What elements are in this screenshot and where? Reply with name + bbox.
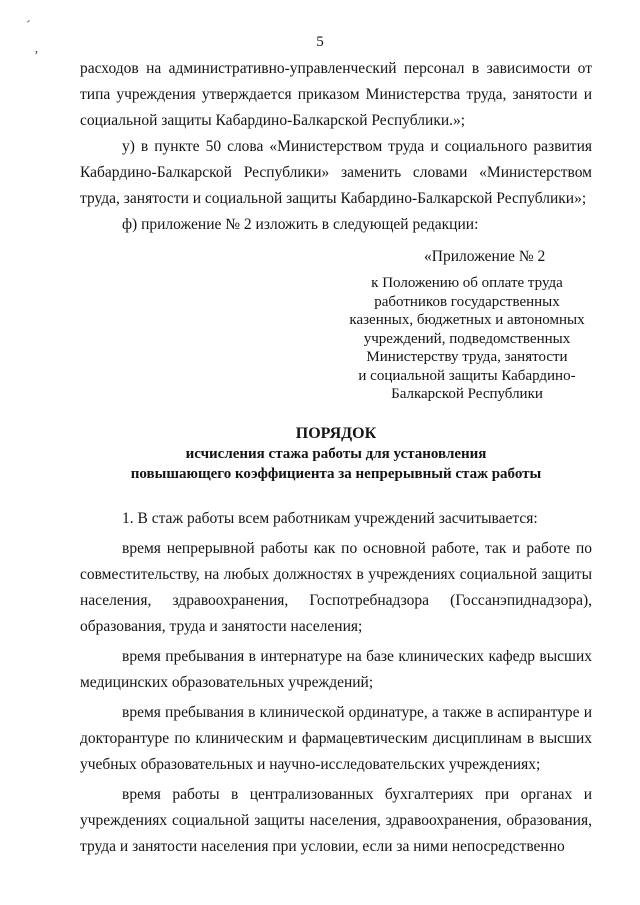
document-title — [80, 424, 592, 484]
document-body — [80, 56, 592, 864]
rule-paragraph: время работы в централизованных бухгалтериях при органах и учреждениях социальной защиты населения, здравоохранения, образования, труда и занятости населения при условии, если за ними непосредственно — [80, 785, 592, 855]
appendix-reference — [80, 274, 592, 404]
rule-paragraph: время пребывания в клинической ординатуре, а также в аспирантуре и докторантуре по клиническим и фармацевтическим дисциплинам в высших учебных образовательных и научно-исследовательских учреждениях; — [80, 703, 592, 773]
rules-section — [80, 506, 592, 860]
title-main: ПОРЯДОК — [295, 424, 377, 442]
appendix-line: и социальной защиты Кабардино- — [358, 367, 576, 384]
rule-paragraph: время непрерывной работы как по основной работе, так и работе по совместительству, на любых должностях в учреждениях социальной защиты населения, здравоохранения, Госпотребнадзора (Госсанэпиднадзора), образования, труда и занятости населения; — [80, 539, 592, 635]
title-line: исчисления стажа работы для установления — [185, 445, 487, 462]
appendix-line: к Положению об оплате труда — [371, 275, 563, 291]
rule-paragraph: время пребывания в интернатуре на базе клинических кафедр высших медицинских образовательных учреждений; — [80, 647, 592, 691]
appendix-line: работников государственных — [374, 293, 560, 310]
appendix-line: казенных, бюджетных и автономных — [349, 312, 585, 328]
appendix-line: учреждений, подведомственных — [363, 330, 571, 347]
margin-mark: ´ — [26, 19, 31, 34]
intro-paragraph: у) в пункте 50 слова «Министерством труда и социального развития Кабардино-Балкарской Республики» заменить словами «Министерством труда, занятости и социальной защиты Кабардино-Балкарской Республики»; — [80, 138, 592, 207]
intro-paragraph: ф) приложение № 2 изложить в следующей редакции: — [122, 216, 479, 233]
intro-paragraph: расходов на административно-управленческий персонал в зависимости от типа учреждения утверждается приказом Министерства труда, занятости и социальной защиты Кабардино-Балкарской Республики.»; — [80, 60, 592, 129]
appendix-line: Балкарской Республики — [391, 386, 543, 402]
rule-item: 1. В стаж работы всем работникам учреждений засчитывается: — [122, 509, 538, 527]
margin-mark: ʼ — [34, 49, 39, 64]
appendix-line: Министерству труда, занятости — [366, 349, 568, 365]
appendix-heading: «Приложение № 2 — [424, 248, 546, 265]
page-number: 5 — [316, 34, 324, 50]
title-line: повышающего коэффициента за непрерывный стаж работы — [130, 465, 542, 482]
